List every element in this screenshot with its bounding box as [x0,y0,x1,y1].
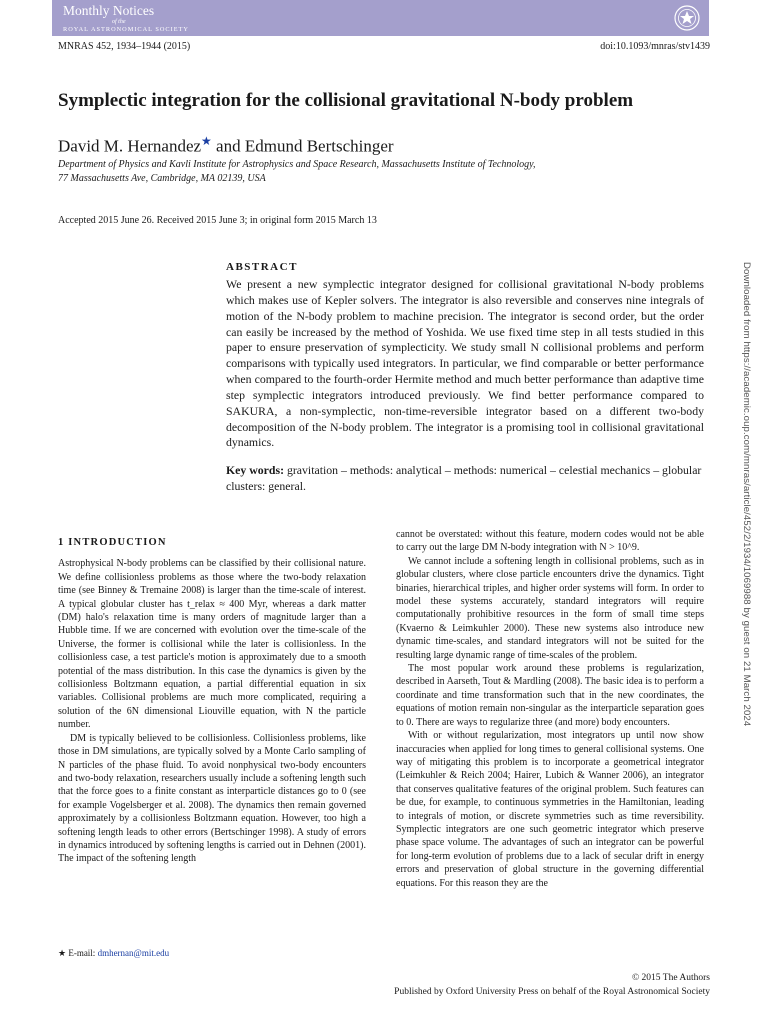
keywords [226,463,704,495]
affiliation-line: 77 Massachusetts Ave, Cambridge, MA 02139, USA [58,173,266,184]
affiliation [58,158,708,186]
copyright: © 2015 The Authors [631,973,710,983]
section-heading: 1 INTRODUCTION [58,537,167,548]
paragraph: DM is typically believed to be collisionless. Collisionless problems, like those in DM simulations, are typically solved by a Monte Carlo sampling of N particles of the phase fluid. To avoid nonphysical two-body encounters and two-body relaxation, researchers usually include a softening length such that the force goes to a finite constant as interparticle distances go to 0 (see for example Vogelsberger et al. 2008). The dynamics then remain governed approximately by a collisionless Boltzmann equation. However, too high a softening length leads to other errors (Bertschinger 1998). A study of errors in dynamics introduced by softening lengths is carried out in Dehnen (2001). The impact of the softening length [58,732,366,865]
paragraph: Astrophysical N-body problems can be classified by their collisional nature. We define collisionless problems as those where the two-body relaxation time (see Binney & Tremaine 2008) is larger than the time-scale of interest. A typical globular cluster has t_relax ≈ 400 Myr, whereas a dark matter (DM) halo's relaxation time is many orders of magnitude larger than a Hubble time. If we are concerned with evolution over the time-scale of the Universe, the former is collisional while the later is collisionless. In the collisionless case, a test particle's motion is approximately due to a smooth potential of the mass distribution. In this case the dynamics is given by the collisionless Boltzmann equation, a partial differential equation in six variables. Collisional problems are much more complicated, requiring a solution of the 6N dimensional Liouville equation, with N the particle number. [58,558,366,731]
author-list [58,134,394,157]
footnote [58,948,169,959]
keywords-label: Key words: [226,463,284,477]
society-crest-icon [673,3,701,33]
footnote-prefix: ★ E-mail: [58,948,98,958]
download-watermark: Downloaded from https://academic.oup.com/mnras/article/452/2/1934/1069988 by guest on 21 March 2024 [741,262,752,727]
journal-citation: MNRAS 452, 1934–1944 (2015) [58,41,191,52]
paragraph: We cannot include a softening length in collisional problems, such as in globular clusters, where close particle encounters drive the dynamics. Tight binaries, hierarchical triples, and higher order systems will form. In order to model these systems accurately, standard integrators will require computationally prohibitive resources in the form of small time steps (Kvaerno & Leimkuhler 2000). These new systems also introduce new dynamic time-scales, and standard integrators will not be suited for the resulting large dynamic range of time-scales of the problem. [396,555,704,661]
left-column [58,528,366,866]
right-column [396,528,704,890]
abstract-heading: ABSTRACT [226,261,298,273]
doi: doi:10.1093/mnras/stv1439 [600,41,710,52]
author-name: David M. Hernandez [58,136,202,156]
footnote-star-icon[interactable]: ★ [201,134,212,148]
email-link[interactable]: dmhernan@mit.edu [97,948,170,958]
paragraph: The most popular work around these problems is regularization, described in Aarseth, Tout & Mardling (2008). The basic idea is to perform a coordinate and time transformation such that in the new coordinates, the equations of motion remain non-singular as the interparticle separation goes to 0. There are ways to regularize three (and more) body encounters. [396,663,704,728]
paragraph: cannot be overstated: without this feature, modern codes would not be able to carry out the large DM N-body integration with N > 10^9. [396,529,704,554]
journal-name-of: of the [112,19,126,25]
paragraph: With or without regularization, most integrators up until now show inaccuracies when applied for long times to general collisional systems. One way of mitigating this problem is to incorporate a geometrical integrator (Leimkuhler & Reich 2004; Hairer, Lubich & Wanner 2006), an integrator that conserves qualitative features of the original problem. Such features can be due, for example, to continuous symmetries in the Hamiltonian, leading to integrals of motion, or discrete symmetries such as time reversibility. Symplectic integrators are one such geometric integrator which preserve phase space volume. The advantages of such an integrator can be powerful for long-term evolution of problems due to a lack of secular drift in energy errors and preservation of global structure in the governing differential equations. For this reason they are the [396,730,704,889]
journal-banner [52,0,709,36]
journal-name: Monthly Notices [63,3,155,18]
keywords-text: gravitation – methods: analytical – methods: numerical – celestial mechanics – globular clusters: general. [226,463,702,493]
paper-title: Symplectic integration for the collisional gravitational N-body problem [58,90,634,111]
accepted-dates: Accepted 2015 June 26. Received 2015 June 3; in original form 2015 March 13 [58,215,377,226]
affiliation-line: Department of Physics and Kavli Institute for Astrophysics and Space Research, Massachusetts Institute of Technology, [58,159,536,170]
journal-society: ROYAL ASTRONOMICAL SOCIETY [63,26,189,33]
abstract-text: We present a new symplectic integrator designed for collisional gravitational N-body problems which makes use of Kepler solvers. The integrator is also reversible and conserves nine integrals of motion of the N-body problem to machine precision. The integrator is second order, but the order can easily be increased by the method of Yoshida. We use fixed time step in all tests studied in this paper to ensure preservation of symplecticity. We study small N collisional problems and perform comparisons with typically used integrators. In particular, we find comparable or better performance when compared to the fourth-order Hermite method and much better performance than adaptive time step symplectic integrators introduced previously. We find better performance compared to SAKURA, a non-symplectic, non-time-reversible integrator based on a different two-body decomposition of the N-body problem. The integrator is a promising tool in collisional gravitational dynamics. [226,277,704,450]
publisher-note: Published by Oxford University Press on behalf of the Royal Astronomical Society [394,987,710,997]
author-name: and Edmund Bertschinger [211,136,394,156]
